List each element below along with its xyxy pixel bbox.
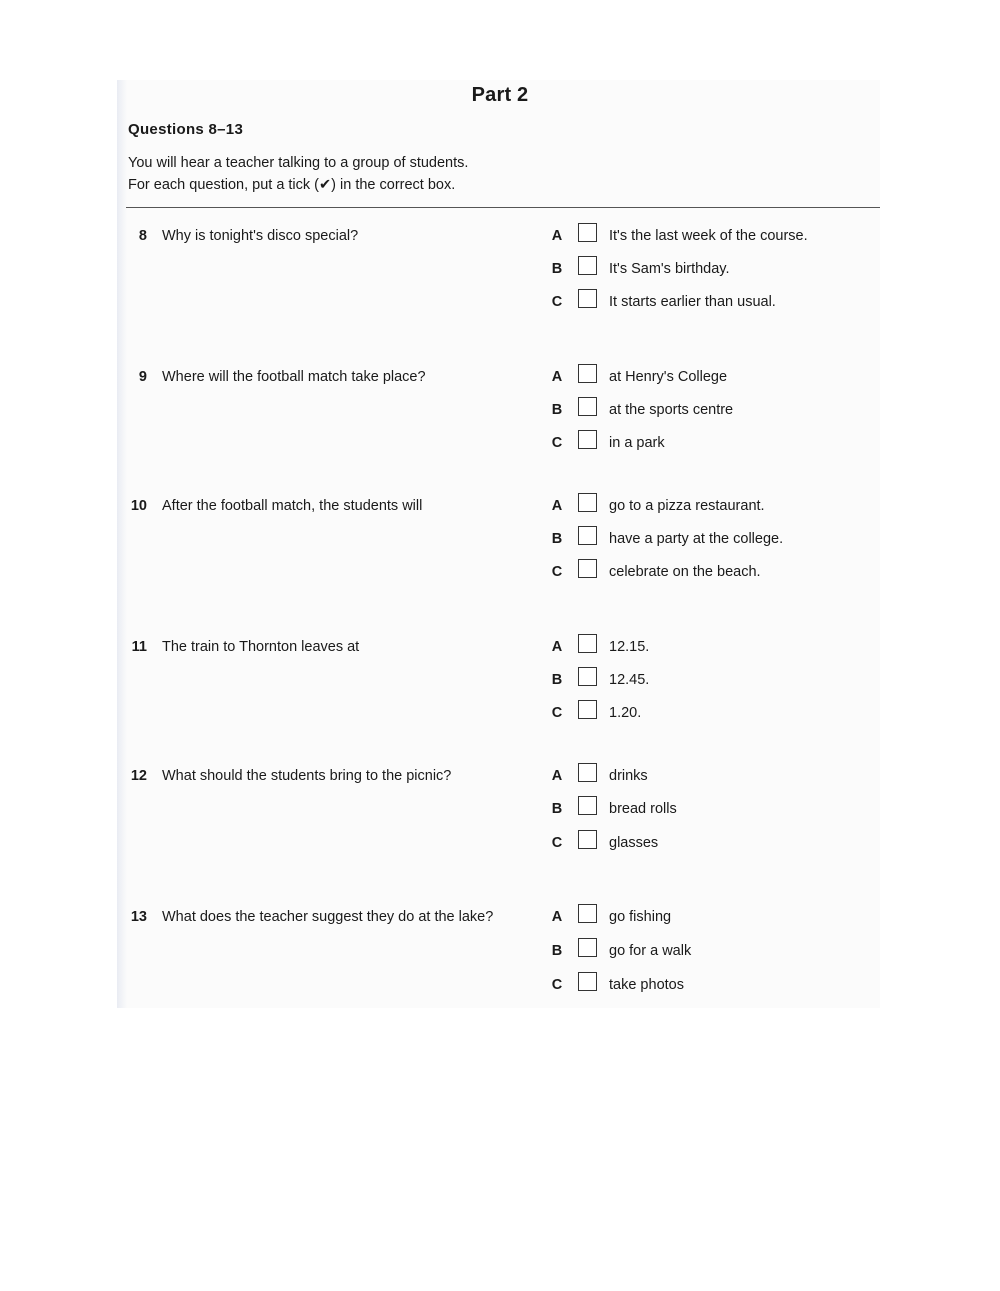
option-c bbox=[550, 564, 880, 586]
question-number: 13 bbox=[130, 909, 147, 925]
option-text: celebrate on the beach. bbox=[609, 564, 761, 580]
option-text: 12.45. bbox=[609, 672, 650, 688]
question-text: Why is tonight's disco special? bbox=[162, 228, 359, 244]
question-11 bbox=[126, 639, 880, 749]
question-10 bbox=[126, 498, 880, 608]
option-text: 1.20. bbox=[609, 705, 642, 721]
option-text: go fishing bbox=[609, 909, 672, 925]
answer-checkbox[interactable] bbox=[578, 289, 597, 308]
option-c bbox=[550, 835, 880, 857]
option-text: It's the last week of the course. bbox=[609, 228, 808, 244]
option-text: It's Sam's birthday. bbox=[609, 261, 730, 277]
answer-checkbox[interactable] bbox=[578, 667, 597, 686]
answer-checkbox[interactable] bbox=[578, 763, 597, 782]
question-number: 9 bbox=[138, 369, 147, 385]
option-text: 12.15. bbox=[609, 639, 650, 655]
instruction-line: For each question, put a tick (✔) in the correct box. bbox=[128, 177, 456, 193]
option-b bbox=[550, 402, 880, 424]
option-letter: A bbox=[551, 228, 563, 244]
question-number: 8 bbox=[138, 228, 147, 244]
question-number: 12 bbox=[130, 768, 147, 784]
option-b bbox=[550, 672, 880, 694]
option-letter: C bbox=[551, 435, 563, 451]
option-text: It starts earlier than usual. bbox=[609, 294, 776, 310]
questions-heading: Questions 8–13 bbox=[128, 121, 244, 138]
option-b bbox=[550, 531, 880, 553]
option-text: take photos bbox=[609, 977, 684, 993]
answer-checkbox[interactable] bbox=[578, 796, 597, 815]
option-b bbox=[550, 943, 880, 965]
option-text: at Henry's College bbox=[609, 369, 728, 385]
option-a bbox=[550, 369, 880, 391]
option-text: go to a pizza restaurant. bbox=[609, 498, 765, 514]
question-number: 10 bbox=[130, 498, 147, 514]
option-c bbox=[550, 294, 880, 316]
option-letter: C bbox=[551, 977, 563, 993]
question-13 bbox=[126, 909, 880, 1019]
question-text: What should the students bring to the picnic? bbox=[162, 768, 452, 784]
answer-checkbox[interactable] bbox=[578, 526, 597, 545]
answer-checkbox[interactable] bbox=[578, 397, 597, 416]
option-letter: C bbox=[551, 705, 563, 721]
option-letter: C bbox=[551, 564, 563, 580]
option-letter: A bbox=[551, 768, 563, 784]
answer-checkbox[interactable] bbox=[578, 830, 597, 849]
option-text: glasses bbox=[609, 835, 659, 851]
answer-checkbox[interactable] bbox=[578, 493, 597, 512]
option-a bbox=[550, 639, 880, 661]
option-letter: B bbox=[551, 672, 563, 688]
question-12 bbox=[126, 768, 880, 878]
option-a bbox=[550, 228, 880, 250]
answer-checkbox[interactable] bbox=[578, 559, 597, 578]
question-9 bbox=[126, 369, 880, 479]
answer-checkbox[interactable] bbox=[578, 430, 597, 449]
option-c bbox=[550, 977, 880, 999]
page-title: Part 2 bbox=[471, 84, 529, 106]
question-number: 11 bbox=[131, 639, 147, 655]
instructions bbox=[128, 152, 468, 196]
option-letter: C bbox=[551, 835, 563, 851]
question-text: The train to Thornton leaves at bbox=[162, 639, 360, 655]
option-text: go for a walk bbox=[609, 943, 692, 959]
instruction-line: You will hear a teacher talking to a group of students. bbox=[128, 155, 469, 171]
option-a bbox=[550, 768, 880, 790]
option-text: at the sports centre bbox=[609, 402, 734, 418]
option-a bbox=[550, 909, 880, 931]
option-b bbox=[550, 261, 880, 283]
option-letter: B bbox=[551, 402, 563, 418]
option-letter: B bbox=[551, 261, 563, 277]
answer-checkbox[interactable] bbox=[578, 223, 597, 242]
answer-checkbox[interactable] bbox=[578, 256, 597, 275]
option-letter: A bbox=[551, 639, 563, 655]
option-text: bread rolls bbox=[609, 801, 677, 817]
answer-checkbox[interactable] bbox=[578, 364, 597, 383]
question-8 bbox=[126, 228, 880, 338]
answer-checkbox[interactable] bbox=[578, 904, 597, 923]
answer-checkbox[interactable] bbox=[578, 634, 597, 653]
answer-checkbox[interactable] bbox=[578, 972, 597, 991]
question-text: After the football match, the students will bbox=[162, 498, 423, 514]
option-letter: A bbox=[551, 909, 563, 925]
option-letter: A bbox=[551, 369, 563, 385]
option-text: have a party at the college. bbox=[609, 531, 784, 547]
option-c bbox=[550, 435, 880, 457]
option-c bbox=[550, 705, 880, 727]
option-a bbox=[550, 498, 880, 520]
option-letter: B bbox=[551, 531, 563, 547]
option-letter: B bbox=[551, 943, 563, 959]
option-letter: A bbox=[551, 498, 563, 514]
question-text: What does the teacher suggest they do at the lake? bbox=[162, 909, 494, 925]
option-text: drinks bbox=[609, 768, 648, 784]
option-letter: B bbox=[551, 801, 563, 817]
answer-checkbox[interactable] bbox=[578, 938, 597, 957]
option-text: in a park bbox=[609, 435, 665, 451]
section-divider bbox=[126, 207, 880, 208]
question-text: Where will the football match take place? bbox=[162, 369, 426, 385]
option-letter: C bbox=[551, 294, 563, 310]
answer-checkbox[interactable] bbox=[578, 700, 597, 719]
option-b bbox=[550, 801, 880, 823]
